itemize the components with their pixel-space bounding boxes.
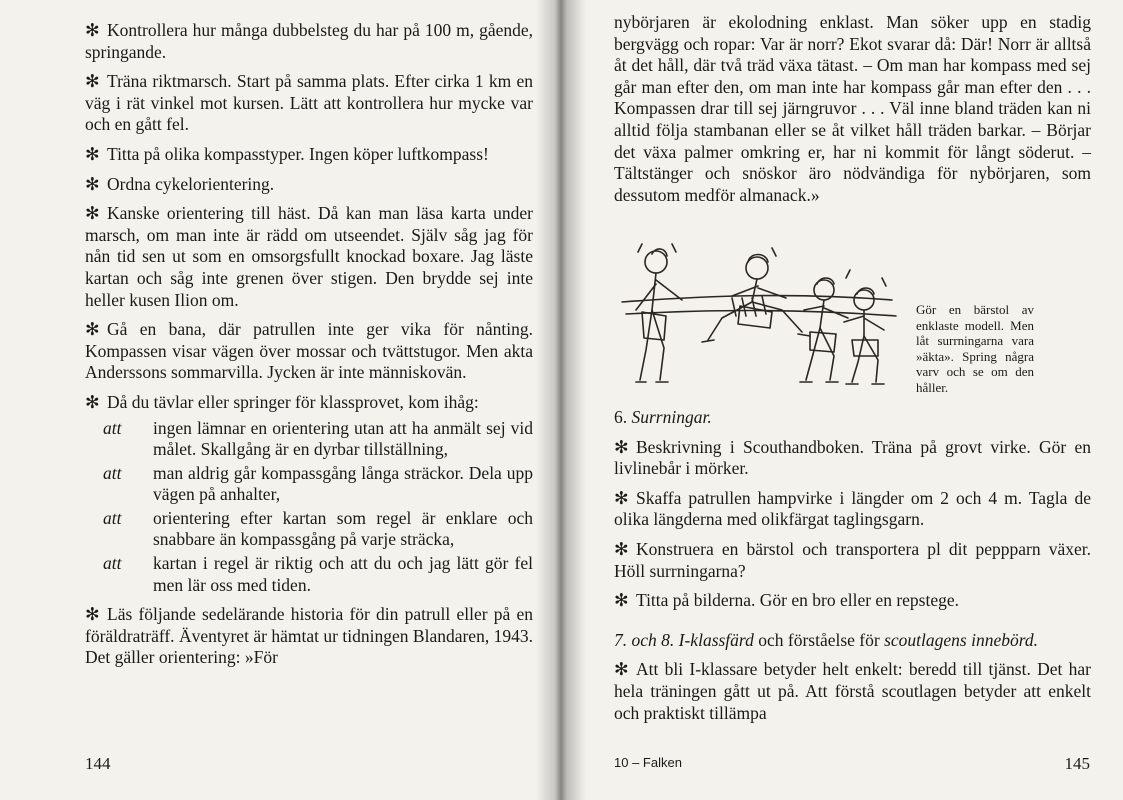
list-item-text: kartan i regel är riktig och att du och jag lätt gör fel men lär oss med tiden. [153, 553, 533, 595]
left-page [0, 0, 561, 800]
paragraph: ✻ Titta på bilderna. Gör en bro eller en repstege. [614, 590, 959, 611]
carry-pole [626, 311, 896, 317]
asterisk-icon: ✻ [85, 319, 100, 340]
asterisk-icon: ✻ [85, 391, 100, 412]
asterisk-icon: ✻ [614, 538, 629, 559]
att-label: att [103, 462, 122, 483]
att-label: att [103, 553, 122, 574]
paragraph: ✻ Kanske orientering till häst. Då kan man läsa karta under marsch, om man inte är rädd om utseendet. Själv såg jag för nån tid sen ut som en omsorgsfullt knockad boxare. Jag läste kartan och såg inte grenen över stigen. Den brydde sej inte heller kusen Ilion om. [85, 203, 533, 310]
list-item [85, 418, 533, 461]
right-lower-block [614, 407, 1091, 724]
att-label: att [103, 507, 122, 528]
paragraph: nybörjaren är ekolodning enklast. Man söker upp en stadig bergvägg och ropar: Var är norr? Ekot svarar då: Där! Norr är alltså åt det håll, där två träd växa tätast. – Om man har kompass med sej går man efter den, om man inte har kompass går man efter den . . . Kompassen drar till sej järngruvor . . . Väl inne bland träden kan ni alltid följa stambanan eller se åt vilket håll träden barkar. – Börjar det växa palmer omkring er, har ni kommit för långt söderut. – Tältstänger och snöskor äro nödvändiga för nybörjaren, som dessutom medför almanack.» [614, 12, 1091, 205]
right-page [561, 0, 1123, 800]
asterisk-icon: ✻ [85, 203, 100, 224]
paragraph: ✻ Då du tävlar eller springer för klassprovet, kom ihåg: [85, 391, 479, 412]
section-heading: 7. och 8. I-klassfärd och förståelse för scoutlagens innebörd. [614, 629, 1038, 650]
paragraph: ✻ Läs följande sedelärande historia för din patrull eller på en föräldraträff. Äventyret är hämtat ur tidningen Blandaren, 1943. Det gäller orientering: »För [85, 604, 533, 668]
list-item-text: ingen lämnar en orientering utan att ha anmält sej vid målet. Skallgång är en dyrbar tillställning, [153, 417, 533, 460]
list-item-text: orientering efter kartan som regel är enklare och snabbare än kompassgång på varje sträcka, [153, 507, 533, 550]
asterisk-icon: ✻ [85, 20, 100, 40]
att-list [85, 418, 533, 597]
paragraph: ✻ Konstruera en bärstol och transportera pl dit peppparn växer. Höll surrningarna? [614, 538, 1091, 581]
list-item [85, 463, 533, 506]
section-heading: 6. Surrningar. [614, 407, 712, 427]
carry-pole [622, 296, 892, 302]
list-item-text: man aldrig går kompassgång långa sträckor. Dela upp vägen på anhalter, [153, 462, 533, 505]
asterisk-icon: ✻ [85, 71, 100, 92]
asterisk-icon: ✻ [614, 590, 629, 611]
right-text-block [614, 12, 1091, 206]
paragraph: ✻ Kontrollera hur många dubbelsteg du har på 100 m, gående, springande. [85, 20, 533, 62]
att-label: att [103, 417, 122, 438]
paragraph: ✻ Gå en bana, där patrullen inte ger vika för nånting. Kompassen visar vägen över mossar och tvättstugor. Men akta Anderssons sommarvilla. Jycken är inte människovän. [85, 319, 533, 383]
asterisk-icon: ✻ [614, 436, 629, 457]
illustration-caption: Gör en bärstol av enklaste modell. Men låt surrningarna vara »äkta». Spring några varv och se om den håller. [916, 302, 1034, 395]
asterisk-icon: ✻ [85, 604, 100, 625]
asterisk-icon: ✻ [614, 659, 629, 680]
paragraph: ✻ Skaffa patrullen hampvirke i längder om 2 och 4 m. Tagla de olika längderna med olikfärgat taglingsgarn. [614, 487, 1091, 530]
list-item [85, 508, 533, 551]
asterisk-icon: ✻ [614, 487, 629, 508]
left-text-block [85, 20, 533, 669]
list-item [85, 553, 533, 596]
paragraph: ✻ Ordna cykelorientering. [85, 173, 275, 194]
signature-mark: 10 – Falken [614, 755, 682, 770]
paragraph: ✻ Beskrivning i Scouthandboken. Träna på grovt virke. Gör en livlinebår i mörker. [614, 436, 1091, 479]
paragraph: ✻ Att bli I-klassare betyder helt enkelt: beredd till tjänst. Det har hela träningen gått ut på. Att förstå scoutlagen betyder att enkelt och praktiskt tillämpa [614, 659, 1091, 723]
asterisk-icon: ✻ [85, 173, 100, 194]
asterisk-icon: ✻ [85, 143, 100, 164]
paragraph: ✻ Titta på olika kompasstyper. Ingen köper luftkompass! [85, 143, 489, 164]
paragraph: ✻ Träna riktmarsch. Start på samma plats. Efter cirka 1 km en väg i rät vinkel mot kursen. Lätt att kontrollera hur mycke var och en gått fel. [85, 71, 533, 135]
page-number: 145 [1064, 754, 1090, 773]
page-number: 144 [85, 754, 111, 773]
scouts-chair-illustration [612, 240, 912, 400]
